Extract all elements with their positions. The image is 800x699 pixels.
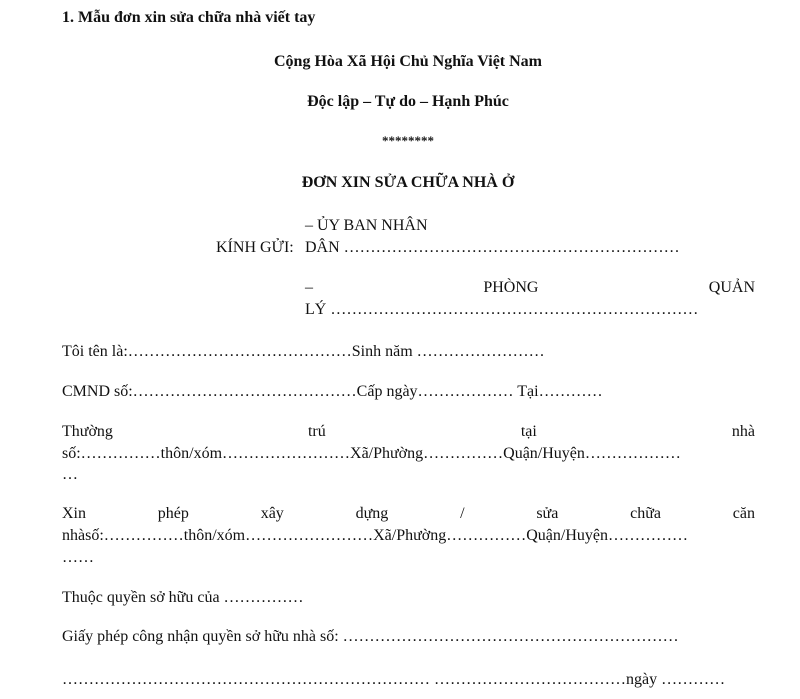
word: tại (520, 423, 537, 440)
recipient-line-2: DÂN ……………………………………………………… (305, 239, 680, 256)
id-field: CMND số:……………………………………Cấp ngày……………… Tại………… (62, 383, 603, 400)
word: Xin (62, 505, 86, 522)
word: chữa (630, 505, 661, 522)
recipient-line-3 (305, 278, 755, 298)
nation-name: Cộng Hòa Xã Hội Chủ Nghĩa Việt Nam (273, 53, 543, 70)
residence-tail: … (62, 466, 78, 483)
word: trú (307, 423, 326, 440)
word: QUẢN (708, 279, 755, 296)
date-line: …………………………………………………………… ………………………………ngày ………… (62, 671, 726, 688)
license-field: Giấy phép công nhận quyền sở hữu nhà số: ……………………………………………………… (62, 628, 679, 645)
word: dựng (355, 505, 389, 522)
section-heading: 1. Mẫu đơn xin sửa chữa nhà viết tay (62, 9, 316, 26)
dash: – (305, 279, 313, 296)
recipient-line-1: – ỦY BAN NHÂN (305, 217, 428, 234)
residence-words (62, 422, 755, 442)
word: PHÒNG (483, 279, 539, 296)
word: căn (732, 505, 755, 522)
permit-words (62, 504, 755, 524)
word: Thường (62, 423, 113, 440)
motto: Độc lập – Tự do – Hạnh Phúc (307, 93, 509, 110)
residence-line: số:……………thôn/xóm……………………Xã/Phường……………Quận/Huyện……………… (62, 445, 681, 462)
word: / (460, 505, 465, 522)
document-title: ĐƠN XIN SỬA CHỮA NHÀ Ở (301, 174, 515, 191)
permit-tail: …… (62, 549, 94, 566)
permit-line: nhàsố:……………thôn/xóm……………………Xã/Phường……………Quận/Huyện…………… (62, 527, 688, 544)
word: phép (157, 505, 189, 522)
word: nhà (731, 423, 755, 440)
recipient-label: KÍNH GỬI: (216, 239, 294, 256)
word: sửa (536, 505, 559, 522)
name-field: Tôi tên là:……………………………………Sinh năm …………………… (62, 343, 545, 360)
recipient-line-4: LÝ …………………………………………………………… (305, 301, 699, 318)
owner-field: Thuộc quyền sở hữu của …………… (62, 589, 304, 606)
word: xây (260, 505, 284, 522)
separator-stars: ******** (382, 133, 434, 148)
